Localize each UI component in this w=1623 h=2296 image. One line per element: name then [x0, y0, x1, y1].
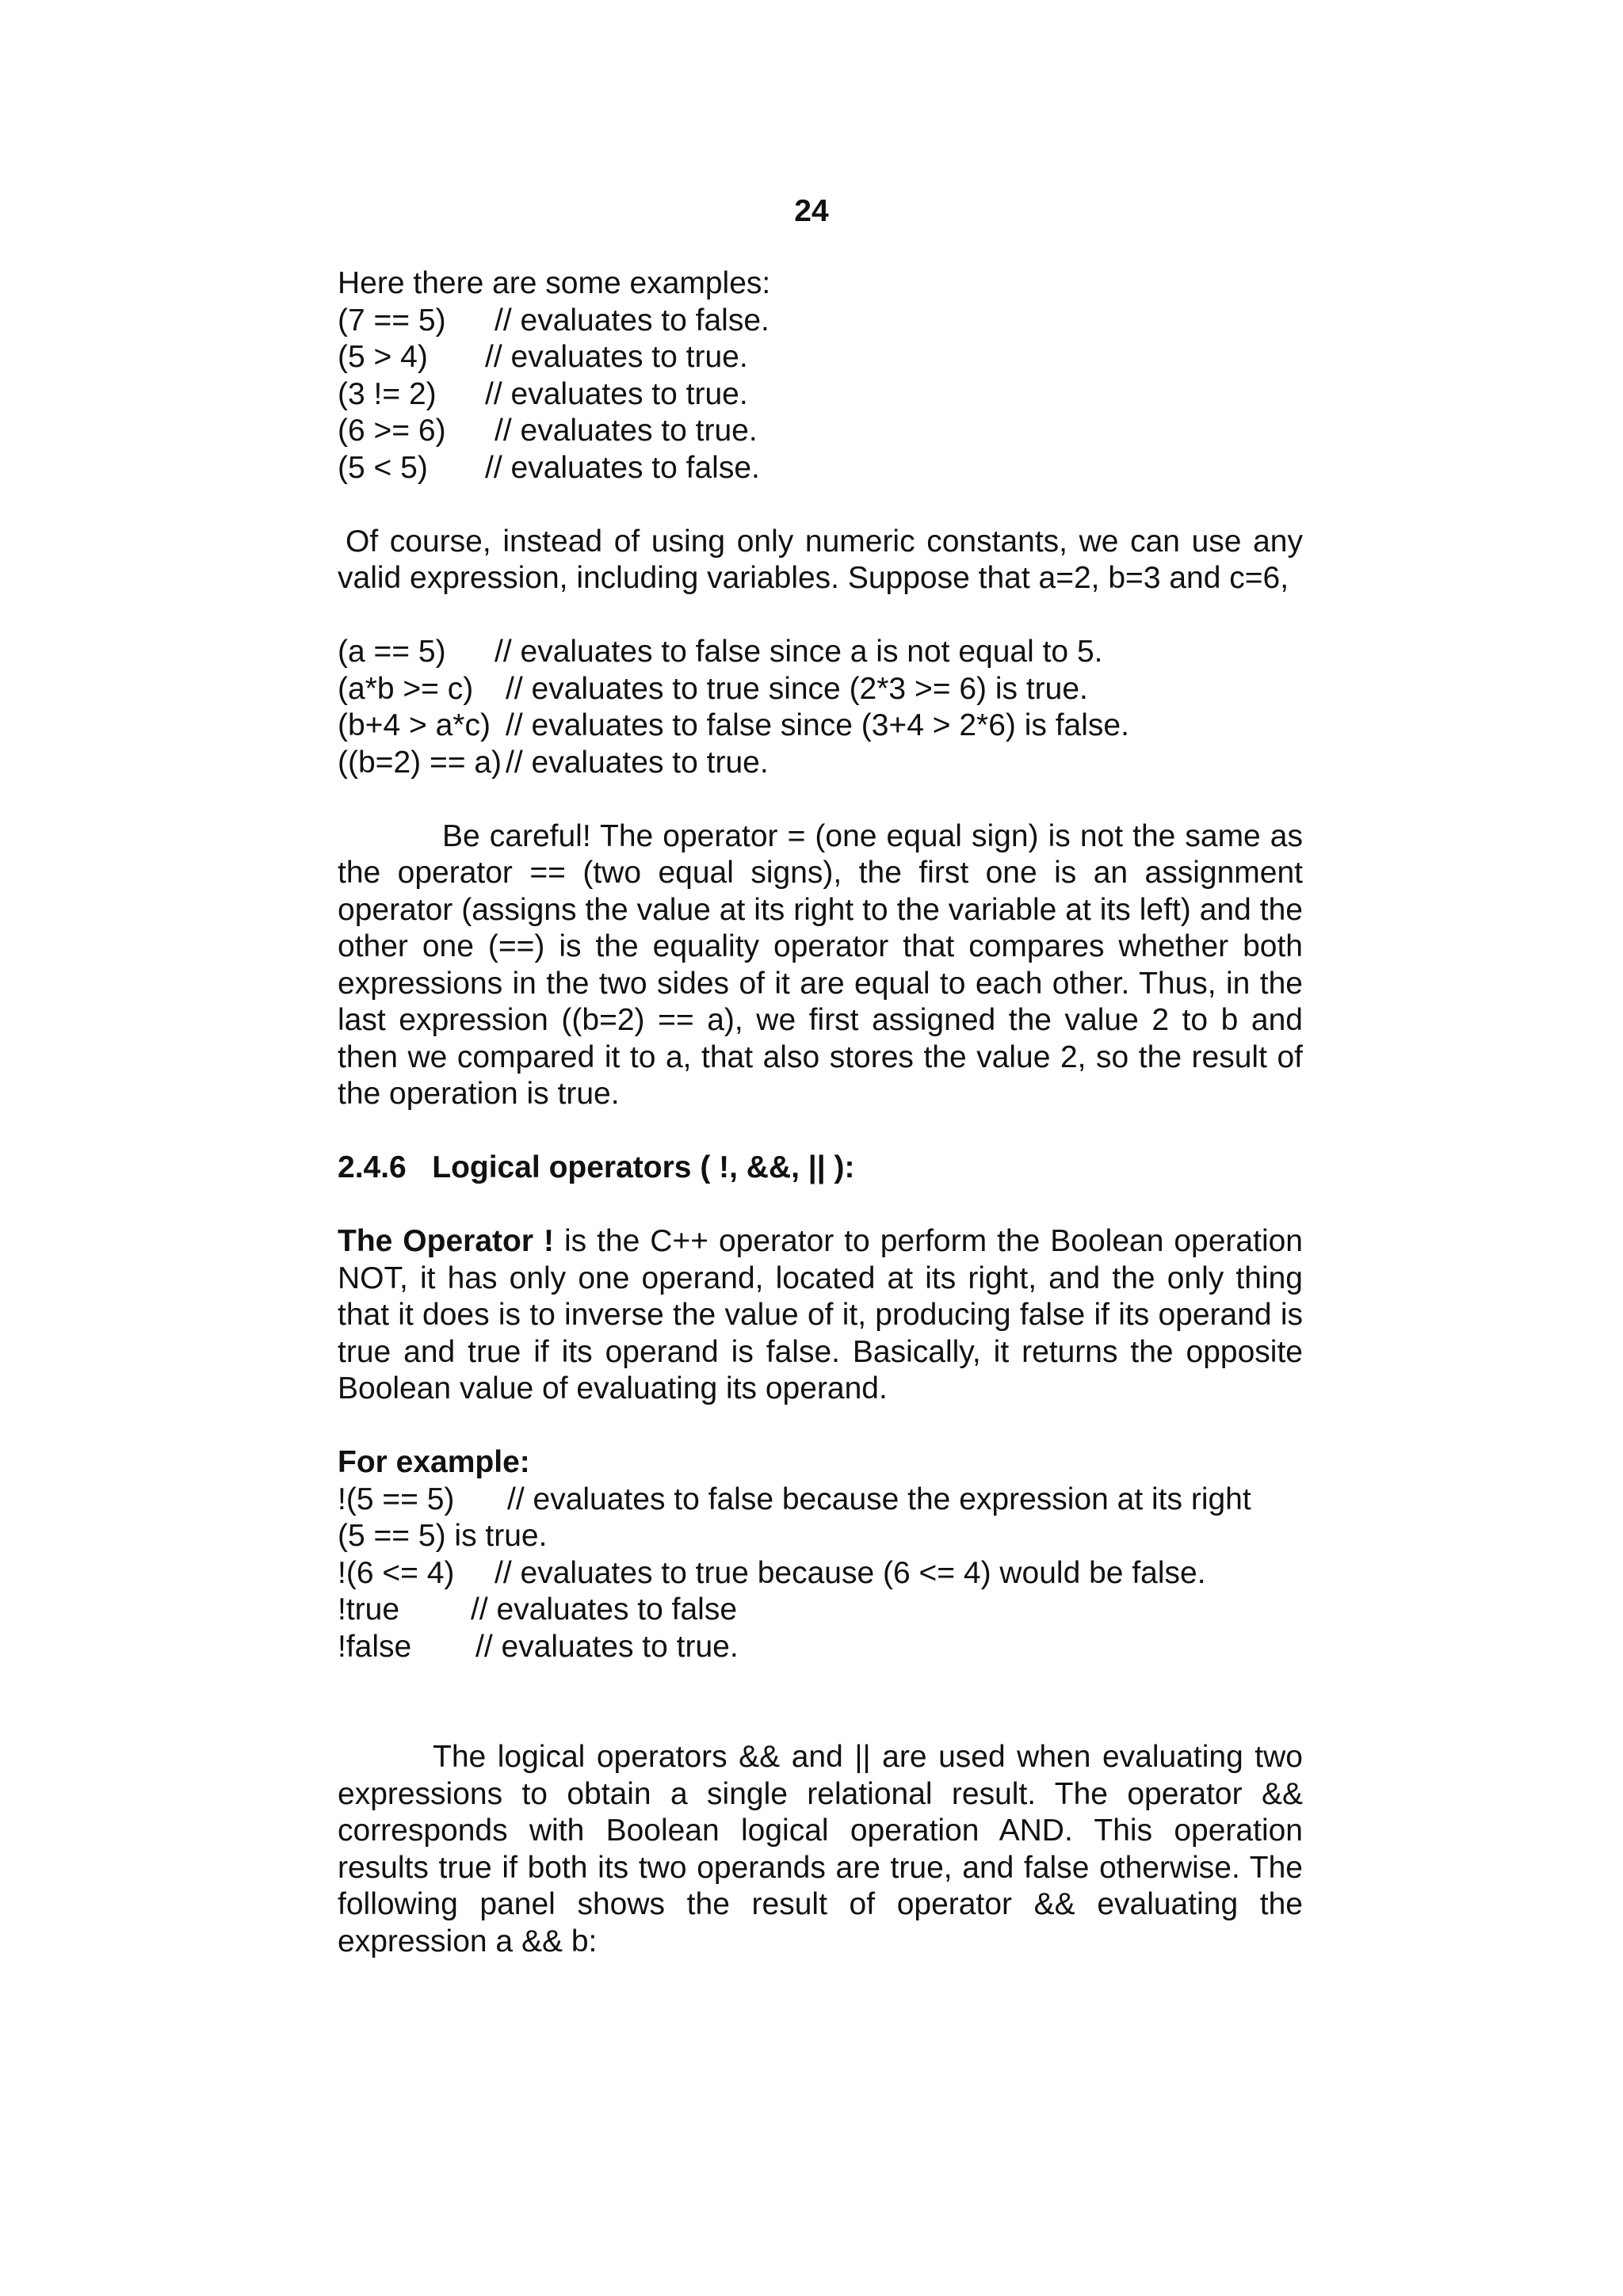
- paragraph-not-operator: [338, 1223, 1303, 1408]
- example-expression: (a == 5): [338, 635, 446, 669]
- example-line: [338, 1555, 1303, 1592]
- constant-examples: [338, 303, 1303, 487]
- example-line: [338, 450, 1303, 487]
- paragraph-careful: Be careful! The operator = (one equal sign) is not the same as the operator == (two equal signs), the first one is an assignment operator (assigns the value at its right to the variable at its left) and the other one (==) is the equality operator that compares whether both expressions in the two sides of it are equal to each other. Thus, in the last expression ((b=2) == a), we first assigned the value 2 to b and then we compared it to a, that also stores the value 2, so the result of the operation is true.: [338, 818, 1303, 1111]
- example-comment: // evaluates to false.: [485, 450, 760, 485]
- paragraph-expressions: Of course, instead of using only numeric constants, we can use any valid expression, including variables. Suppose that a=2, b=3 and c=6,: [338, 524, 1303, 595]
- example-line: [338, 1592, 1303, 1629]
- intro-line: Here there are some examples:: [338, 266, 771, 300]
- example-expression: (b+4 > a*c): [338, 708, 491, 742]
- example-expression: (6 >= 6): [338, 414, 446, 448]
- page-content: [338, 265, 1303, 1960]
- example-expression: (a*b >= c): [338, 671, 474, 706]
- example-expression: (7 == 5): [338, 303, 446, 338]
- section-heading: 2.4.6 Logical operators ( !, &&, || ):: [338, 1150, 855, 1184]
- for-example-label: For example:: [338, 1445, 530, 1479]
- example-comment: // evaluates to true.: [495, 414, 758, 448]
- example-comment: (5 == 5) is true.: [338, 1519, 548, 1553]
- variable-examples: [338, 634, 1303, 781]
- example-comment: // evaluates to false since (3+4 > 2*6) is false.: [506, 708, 1129, 742]
- example-line: [338, 707, 1303, 745]
- paragraph-logical-operators: The logical operators && and || are used when evaluating two expressions to obtain a single relational result. The operator && corresponds with Boolean logical operation AND. This operation results true if both its two operands are true, and false otherwise. The following panel shows the result of operator && evaluating the expression a && b:: [338, 1740, 1303, 1958]
- example-expression: (5 > 4): [338, 340, 428, 374]
- example-line: [338, 1518, 1303, 1555]
- example-comment: // evaluates to true.: [485, 340, 748, 374]
- example-comment: // evaluates to false since a is not equal to 5.: [495, 635, 1103, 669]
- example-expression: (3 != 2): [338, 376, 437, 411]
- example-line: [338, 303, 1303, 340]
- example-line: [338, 1629, 1303, 1666]
- example-line: [338, 339, 1303, 376]
- example-comment: // evaluates to false.: [495, 303, 769, 338]
- example-expression: !true: [338, 1592, 400, 1627]
- example-line: [338, 413, 1303, 450]
- example-comment: // evaluates to true.: [506, 745, 769, 780]
- example-expression: !(5 == 5): [338, 1482, 455, 1516]
- example-line: [338, 745, 1303, 782]
- example-comment: // evaluates to false because the expression at its right: [507, 1482, 1251, 1516]
- example-expression: (5 < 5): [338, 450, 428, 485]
- example-comment: // evaluates to false: [471, 1592, 738, 1627]
- example-expression: !(6 <= 4): [338, 1555, 455, 1590]
- example-comment: // evaluates to true.: [475, 1629, 739, 1664]
- example-line: [338, 1482, 1303, 1519]
- page-number: 24: [794, 194, 829, 228]
- example-comment: // evaluates to true.: [485, 376, 748, 411]
- not-examples: [338, 1482, 1303, 1666]
- example-expression: ((b=2) == a): [338, 745, 502, 780]
- example-line: [338, 376, 1303, 414]
- example-expression: !false: [338, 1629, 412, 1664]
- example-line: [338, 671, 1303, 708]
- example-comment: // evaluates to true because (6 <= 4) would be false.: [495, 1555, 1206, 1590]
- not-operator-label: The Operator !: [338, 1224, 554, 1258]
- example-line: [338, 634, 1303, 671]
- example-comment: // evaluates to true since (2*3 >= 6) is true.: [506, 671, 1088, 706]
- not-operator-text: is the C++ operator to perform the Boolean operation NOT, it has only one operand, located at its right, and the only thing that it does is to inverse the value of it, producing false if its operand is true and true if its operand is false. Basically, it returns the opposite Boolean value of evaluating its operand.: [338, 1224, 1303, 1405]
